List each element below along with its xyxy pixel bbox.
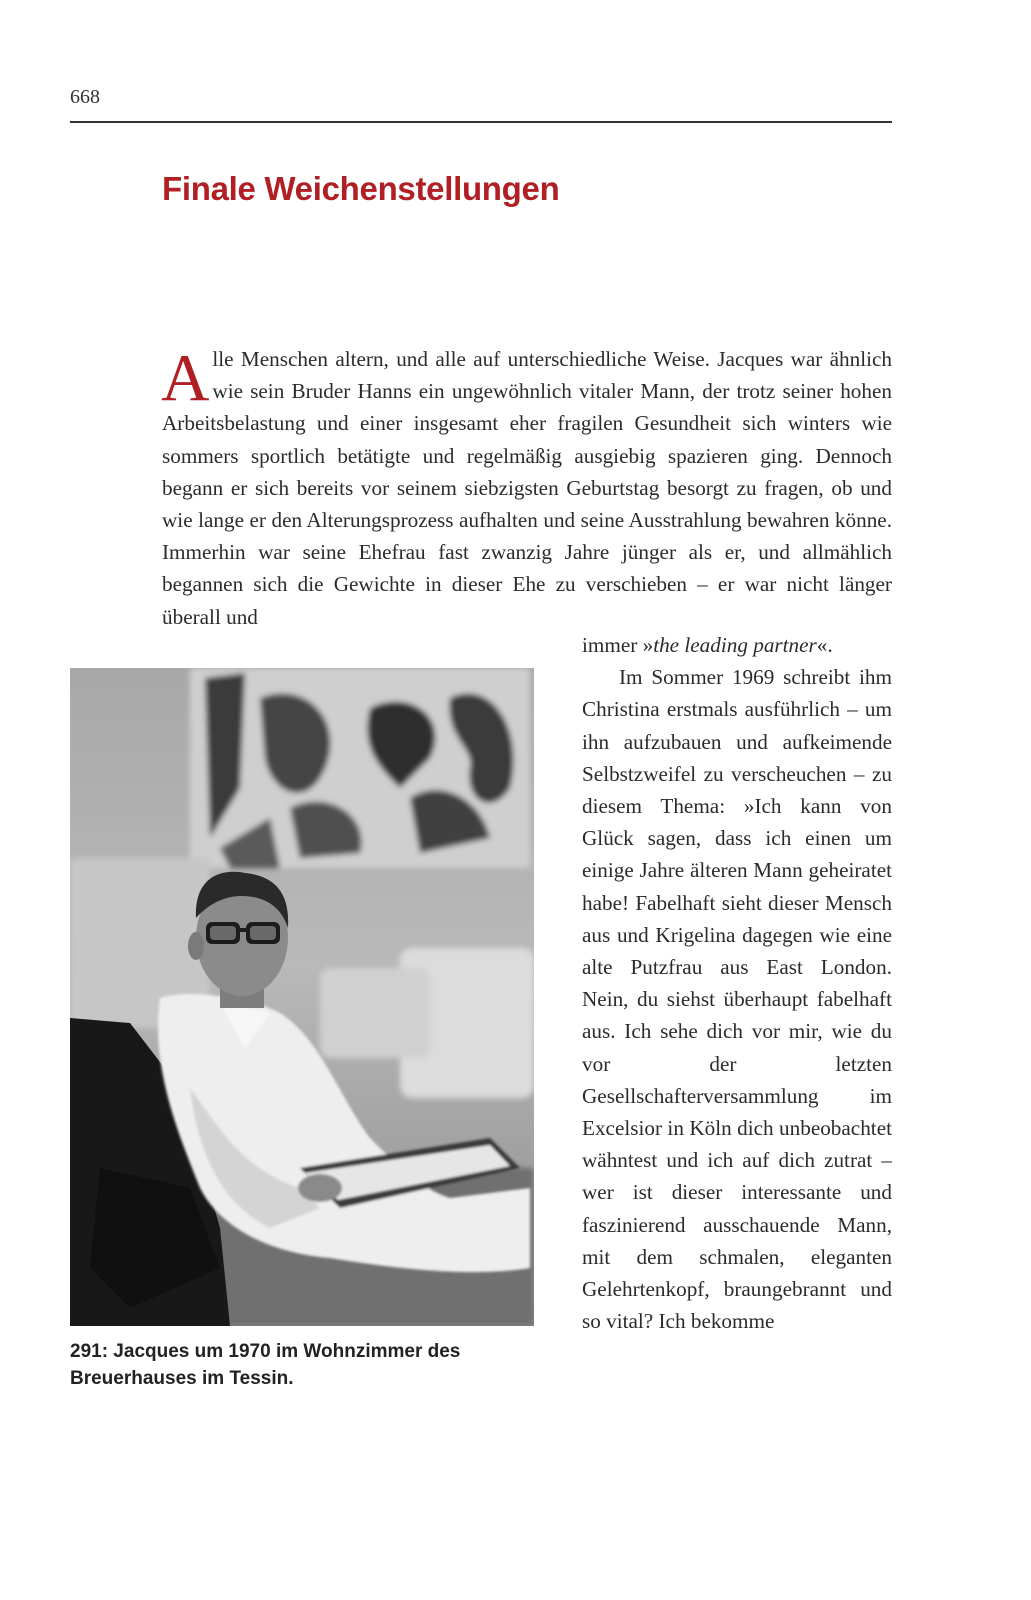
- intro-text: lle Menschen altern, und alle auf unterschiedliche Weise. Jacques war ähnlich wie sein Bruder Hanns ein ungewöhnlich vitaler Mann, der trotz seiner hohen Arbeitsbelastung und einer insgesamt eher fragilen Gesundheit sich winters wie sommers sportlich betätigte und regelmäßig ausgiebig spazieren ging. Dennoch begann er sich bereits vor seinem siebzigsten Geburtstag besorgt zu fragen, ob und wie lange er den Alterungsprozess aufhalten und seine Ausstrahlung bewahren könne. Immerhin war seine Ehefrau fast zwanzig Jahre jünger als er, und allmählich begannen sich die Gewichte in dieser Ehe zu verschieben – er war nicht länger überall und: [162, 347, 892, 629]
- paragraph-2: Im Sommer 1969 schreibt ihm Christina erstmals ausführlich – um ihn aufzubauen und aufkeimende Selbstzweifel zu verscheuchen – zu diesem Thema: »Ich kann von Glück sagen, dass ich einen um einige Jahre älteren Mann geheiratet habe! Fabelhaft sieht dieser Mensch aus und Krigelina dagegen wie eine alte Putzfrau aus East London. Nein, du siehst überhaupt fabelhaft aus. Ich sehe dich vor mir, wie du vor der letzten Gesellschafterversammlung im Excelsior in Köln dich unbeobachtet wähntest und ich auf dich zutrat – wer ist dieser interessante und faszinierend ausschauende Mann, mit dem schmalen, eleganten Gelehrtenkopf, braungebrannt und so vital? Ich bekomme: [582, 665, 892, 1334]
- continuation-line: immer »the leading partner«.: [582, 633, 833, 657]
- header-rule: [70, 121, 892, 123]
- intro-paragraph: [162, 343, 892, 633]
- drop-cap: A: [161, 341, 210, 415]
- figure-caption: 291: Jacques um 1970 im Wohnzimmer des Breuerhauses im Tessin.: [70, 1341, 461, 1389]
- page-number: 668: [70, 86, 100, 108]
- quote-italic: the leading partner: [653, 633, 817, 657]
- photo-jacques-living-room: [70, 668, 534, 1326]
- chapter-title: Finale Weichenstellungen: [162, 170, 560, 207]
- right-column: [582, 629, 892, 1337]
